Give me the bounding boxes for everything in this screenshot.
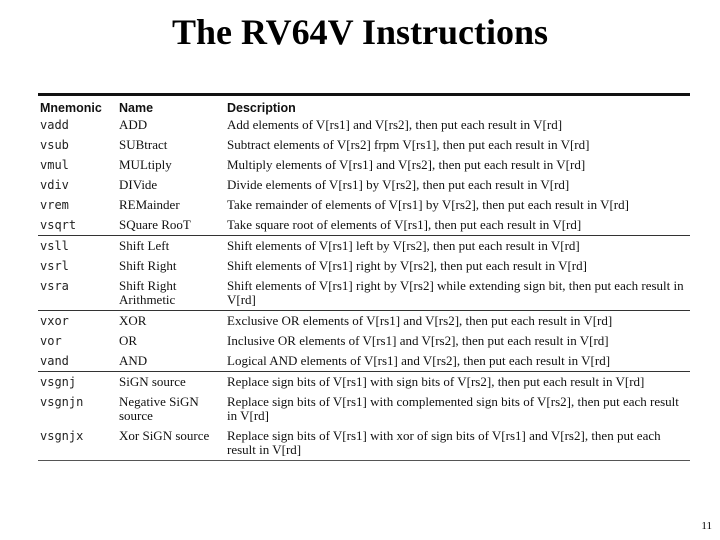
description-cell: Replace sign bits of V[rs1] with xor of sign bits of V[rs1] and V[rs2], then put each result in V[rd]	[225, 426, 690, 461]
name-cell: AND	[117, 351, 225, 372]
description-cell: Replace sign bits of V[rs1] with sign bits of V[rs2], then put each result in V[rd]	[227, 374, 645, 389]
mnemonic-cell: vsll	[40, 239, 69, 253]
name-cell: SiGN source	[119, 374, 186, 389]
table-row	[38, 392, 690, 426]
table-row	[38, 115, 690, 135]
name-cell: Shift Right Arithmetic	[117, 276, 225, 311]
header-name: Name	[119, 101, 154, 115]
description-cell: Take square root of elements of V[rs1], then put each result in V[rd]	[225, 215, 690, 236]
table-row	[38, 256, 690, 276]
description-cell: Subtract elements of V[rs2] frpm V[rs1], then put each result in V[rd]	[227, 137, 590, 152]
mnemonic-cell: vadd	[40, 118, 69, 132]
name-cell: Shift Left	[119, 238, 170, 253]
table-row	[38, 135, 690, 155]
mnemonic-cell: vsgnjn	[40, 395, 84, 409]
table-row	[38, 331, 690, 351]
name-cell: MULtiply	[119, 157, 172, 172]
slide-title: The RV64V Instructions	[171, 12, 549, 52]
table-header-row	[38, 96, 690, 115]
table-row	[38, 276, 690, 311]
name-cell: Negative SiGN source	[119, 394, 199, 423]
description-cell: Multiply elements of V[rs1] and V[rs2], then put each result in V[rd]	[227, 157, 586, 172]
table-row	[38, 236, 690, 257]
description-cell: Exclusive OR elements of V[rs1] and V[rs2], then put each result in V[rd]	[227, 313, 613, 328]
mnemonic-cell: vdiv	[40, 178, 69, 192]
instruction-table-container	[38, 93, 690, 461]
description-cell: Inclusive OR elements of V[rs1] and V[rs2], then put each result in V[rd]	[227, 333, 609, 348]
name-cell: OR	[119, 333, 138, 348]
table-row	[38, 351, 690, 372]
mnemonic-cell: vsgnj	[40, 375, 77, 389]
mnemonic-cell: vmul	[40, 158, 69, 172]
description-cell: Shift elements of V[rs1] right by V[rs2], then put each result in V[rd]	[227, 258, 587, 273]
mnemonic-cell: vsra	[38, 276, 117, 311]
mnemonic-cell: vsgnjx	[38, 426, 117, 461]
description-cell: Take remainder of elements of V[rs1] by V[rs2], then put each result in V[rd]	[227, 197, 629, 212]
table-row	[38, 155, 690, 175]
instruction-table	[38, 96, 690, 461]
table-row	[38, 215, 690, 236]
description-cell: Add elements of V[rs1] and V[rs2], then put each result in V[rd]	[227, 117, 563, 132]
mnemonic-cell: vand	[38, 351, 117, 372]
table-row	[38, 175, 690, 195]
name-cell: REMainder	[119, 197, 180, 212]
name-cell: SQuare RooT	[117, 215, 225, 236]
name-cell: XOR	[119, 313, 147, 328]
description-cell: Shift elements of V[rs1] right by V[rs2] while extending sign bit, then put each result in V[rd]	[225, 276, 690, 311]
table-row	[38, 426, 690, 461]
name-cell: Xor SiGN source	[117, 426, 225, 461]
table-row	[38, 195, 690, 215]
table-row	[38, 372, 690, 393]
name-cell: Shift Right	[119, 258, 177, 273]
mnemonic-cell: vrem	[40, 198, 69, 212]
header-mnemonic: Mnemonic	[40, 101, 102, 115]
mnemonic-cell: vsqrt	[38, 215, 117, 236]
table-row	[38, 311, 690, 332]
mnemonic-cell: vxor	[40, 314, 69, 328]
description-cell: Replace sign bits of V[rs1] with complemented sign bits of V[rs2], then put each result in V[rd]	[227, 394, 679, 423]
description-cell: Shift elements of V[rs1] left by V[rs2], then put each result in V[rd]	[227, 238, 580, 253]
mnemonic-cell: vor	[40, 334, 62, 348]
description-cell: Logical AND elements of V[rs1] and V[rs2], then put each result in V[rd]	[225, 351, 690, 372]
description-cell: Divide elements of V[rs1] by V[rs2], then put each result in V[rd]	[227, 177, 570, 192]
name-cell: ADD	[119, 117, 148, 132]
name-cell: DIVide	[119, 177, 158, 192]
name-cell: SUBtract	[119, 137, 168, 152]
page-number: 11	[701, 520, 712, 532]
header-description: Description	[227, 101, 296, 115]
mnemonic-cell: vsub	[40, 138, 69, 152]
mnemonic-cell: vsrl	[40, 259, 69, 273]
